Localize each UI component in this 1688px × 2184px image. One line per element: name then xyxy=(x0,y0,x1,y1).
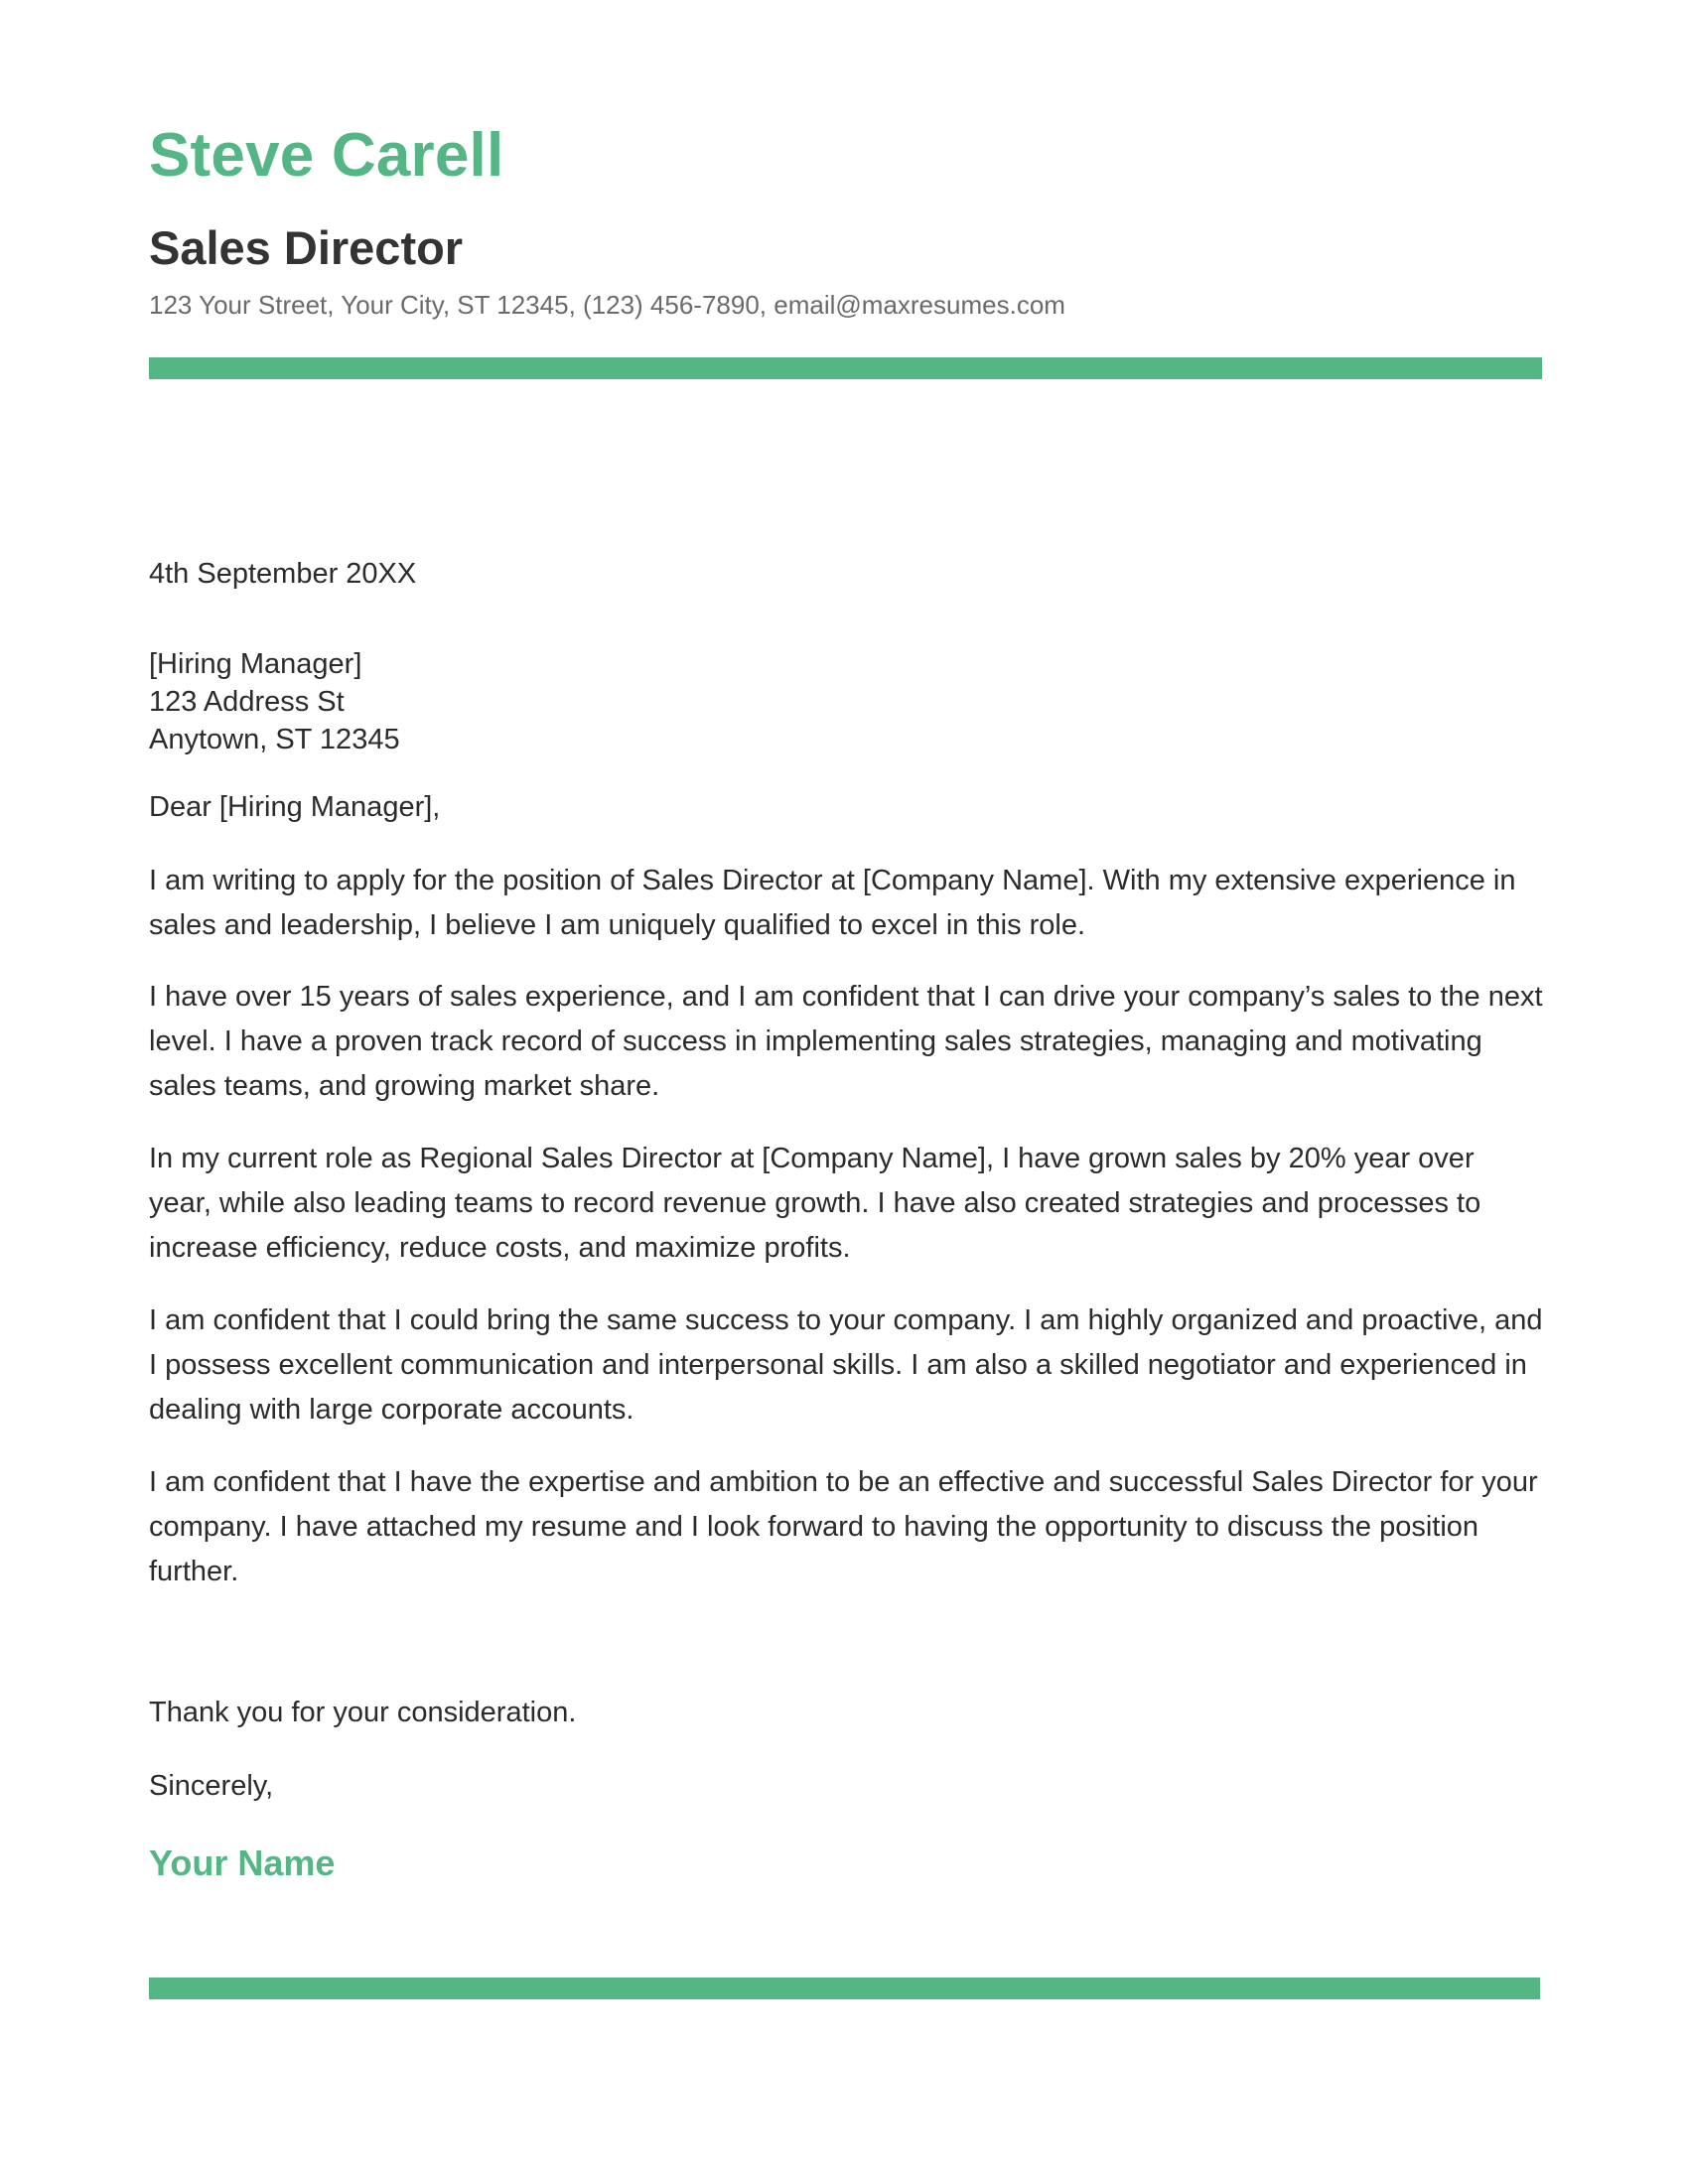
letter-date: 4th September 20XX xyxy=(149,558,417,590)
body-paragraph: I am confident that I could bring the same success to your company. I am highly organized and proactive, and I possess excellent communication and interpersonal skills. I am also a skilled negotiator and experienced in dealing with large corporate accounts. xyxy=(149,1304,1543,1426)
recipient-line: 123 Address St xyxy=(149,686,345,718)
job-title: Sales Director xyxy=(149,221,464,274)
header-divider xyxy=(149,357,1542,379)
footer-divider xyxy=(149,1978,1540,1999)
salutation: Dear [Hiring Manager], xyxy=(149,791,441,823)
recipient-address xyxy=(149,645,1544,758)
thanks-line: Thank you for your consideration. xyxy=(149,1697,577,1728)
body-paragraph: I have over 15 years of sales experience, and I am confident that I can drive your company’s sales to the next level. I have a proven track record of success in implementing sales strategies, managing and motivating sales teams, and growing market share. xyxy=(149,981,1543,1102)
body-paragraph: I am writing to apply for the position of Sales Director at [Company Name]. With my extensive experience in sales and leadership, I believe I am uniquely qualified to excel in this role. xyxy=(149,865,1516,941)
contact-info: 123 Your Street, Your City, ST 12345, (123) 456-7890, email@maxresumes.com xyxy=(149,290,1065,320)
applicant-name: Steve Carell xyxy=(149,121,504,190)
body-paragraph: In my current role as Regional Sales Director at [Company Name], I have grown sales by 20% year over year, while also leading teams to record revenue growth. I have also created strategies and processes to increase efficiency, reduce costs, and maximize profits. xyxy=(149,1143,1481,1264)
body-paragraph: I am confident that I have the expertise and ambition to be an effective and successful Sales Director for your company. I have attached my resume and I look forward to having the opportunity to discuss the position further. xyxy=(149,1466,1538,1587)
closing: Sincerely, xyxy=(149,1770,274,1802)
cover-letter-page xyxy=(149,0,1543,2184)
recipient-line: [Hiring Manager] xyxy=(149,648,362,680)
recipient-line: Anytown, ST 12345 xyxy=(149,724,400,755)
signature-name: Your Name xyxy=(149,1843,336,1883)
